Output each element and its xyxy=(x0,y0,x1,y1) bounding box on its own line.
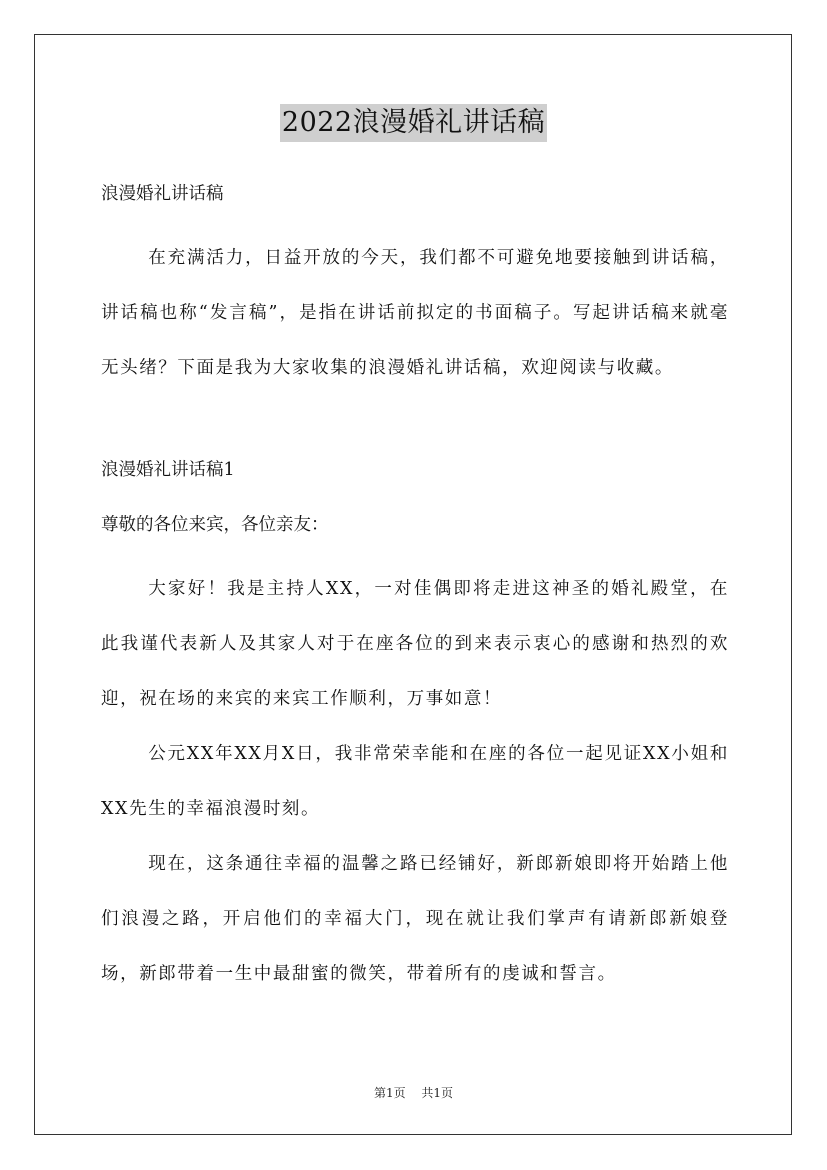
body-paragraph-1: 大家好！我是主持人XX，一对佳偶即将走进这神圣的婚礼殿堂，在此我谨代表新人及其家人对于在座各位的到来表示衷心的感谢和热烈的欢迎，祝在场的来宾的来宾工作顺利，万事如意！ xyxy=(101,579,729,709)
page-total: 共1页 xyxy=(421,1086,454,1100)
page-footer xyxy=(0,1084,827,1101)
document-body xyxy=(101,176,729,1002)
document-title: 2022浪漫婚礼讲话稿 xyxy=(280,104,547,142)
body-paragraph-2: 公元XX年XX月X日，我非常荣幸能和在座的各位一起见证XX小姐和XX先生的幸福浪漫时刻。 xyxy=(101,744,729,819)
intro-paragraph: 在充满活力，日益开放的今天，我们都不可避免地要接触到讲话稿，讲话稿也称“发言稿”，是指在讲话前拟定的书面稿子。写起讲话稿来就毫无头绪？下面是我为大家收集的浪漫婚礼讲话稿，欢迎阅读与收藏。 xyxy=(101,248,729,378)
spacer xyxy=(101,396,729,452)
body-paragraph-3: 现在，这条通往幸福的温馨之路已经铺好，新郎新娘即将开始踏上他们浪漫之路，开启他们的幸福大门，现在就让我们掌声有请新郎新娘登场，新郎带着一生中最甜蜜的微笑，带着所有的虔诚和誓言。 xyxy=(101,854,729,984)
greeting-line: 尊敬的各位来宾，各位亲友： xyxy=(101,515,329,535)
document-subtitle: 浪漫婚礼讲话稿 xyxy=(101,184,224,204)
section-heading: 浪漫婚礼讲话稿1 xyxy=(101,460,235,480)
page-number: 第1页 xyxy=(373,1086,406,1100)
title-container xyxy=(0,104,827,142)
